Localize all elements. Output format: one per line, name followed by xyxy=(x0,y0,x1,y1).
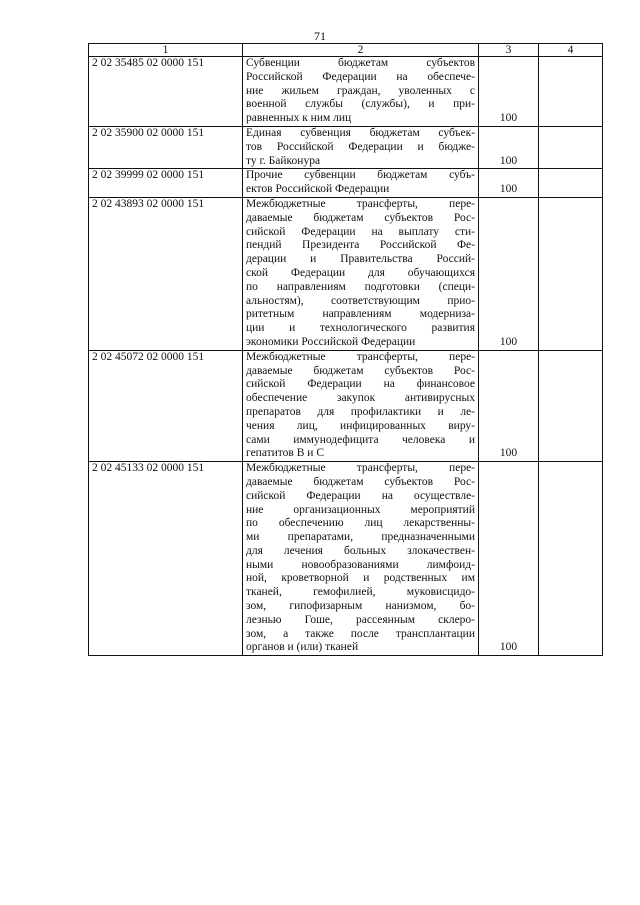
description-line: обеспечение закупок антивирусных xyxy=(246,392,475,405)
table-row xyxy=(89,197,603,350)
description-line: Межбюджетные трансферты, пере- xyxy=(246,350,475,363)
description-line: ции и технологического развития xyxy=(246,322,475,335)
description-line: ными новообразованиями лимфоид- xyxy=(246,558,475,571)
value-cell: 100 xyxy=(479,169,539,198)
description-line: альностям), соответствующим прио- xyxy=(246,294,475,307)
column-4-cell xyxy=(539,126,603,168)
revenue-description-cell xyxy=(243,57,479,127)
description-line: органов и (или) тканей xyxy=(246,641,359,654)
description-line: тканей, гемофилией, муковисцидо- xyxy=(246,586,475,599)
revenue-code-cell: 2 02 45072 02 0000 151 xyxy=(89,350,243,461)
description-line: сийской Федерации на выплату сти- xyxy=(246,225,475,238)
table-row xyxy=(89,126,603,168)
revenue-description-cell xyxy=(243,197,479,350)
description-line: сами иммунодефицита человека и xyxy=(246,433,475,446)
description-line: ние организационных мероприятий xyxy=(246,503,475,516)
revenue-code-cell: 2 02 39999 02 0000 151 xyxy=(89,169,243,198)
description-line: гепатитов В и С xyxy=(246,447,324,460)
description-line: чения лиц, инфицированных виру- xyxy=(246,419,475,432)
description-line: ектов Российской Федерации xyxy=(246,183,390,196)
description-line: Субвенции бюджетам субъектов xyxy=(246,57,475,69)
table-row xyxy=(89,462,603,656)
description-line: ритетным направлениям модерниза- xyxy=(246,308,475,321)
revenue-code-cell: 2 02 45133 02 0000 151 xyxy=(89,462,243,656)
column-4-cell xyxy=(539,57,603,127)
description-line: Российской Федерации на обеспече- xyxy=(246,70,475,83)
revenue-code-cell: 2 02 43893 02 0000 151 xyxy=(89,197,243,350)
description-line: по направлениям подготовки (специ- xyxy=(246,280,475,293)
value-cell: 100 xyxy=(479,462,539,656)
value-cell: 100 xyxy=(479,57,539,127)
description-line: сийской Федерации на финансовое xyxy=(246,378,475,391)
description-line: ми препаратами, предназначенными xyxy=(246,531,475,544)
revenue-description-cell xyxy=(243,126,479,168)
table-row xyxy=(89,169,603,198)
description-line: сийской Федерации на осуществле- xyxy=(246,489,475,502)
description-line: ной, кроветворной и родственных им xyxy=(246,572,475,585)
description-line: по обеспечению лиц лекарственны- xyxy=(246,517,475,530)
revenue-description-cell xyxy=(243,462,479,656)
revenue-description-cell xyxy=(243,169,479,198)
description-line: равненных к ним лиц xyxy=(246,112,352,125)
description-line: препаратов для профилактики и ле- xyxy=(246,405,475,418)
description-line: Единая субвенция бюджетам субъек- xyxy=(246,126,475,139)
description-line: экономики Российской Федерации xyxy=(246,335,416,348)
column-header-4: 4 xyxy=(539,44,603,57)
column-4-cell xyxy=(539,350,603,461)
description-line: зом, гипофизарным нанизмом, бо- xyxy=(246,600,475,613)
description-line: ние жильем граждан, уволенных с xyxy=(246,84,475,97)
description-line: даваемые бюджетам субъектов Рос- xyxy=(246,364,475,377)
table-header-row xyxy=(89,44,603,57)
description-line: даваемые бюджетам субъектов Рос- xyxy=(246,475,475,488)
budget-revenue-table xyxy=(88,43,603,656)
value-cell: 100 xyxy=(479,350,539,461)
revenue-description-cell xyxy=(243,350,479,461)
column-header-1: 1 xyxy=(89,44,243,57)
description-line: пендий Президента Российской Фе- xyxy=(246,239,475,252)
table-row xyxy=(89,350,603,461)
description-line: дерации и Правительства Россий- xyxy=(246,253,475,266)
description-line: Межбюджетные трансферты, пере- xyxy=(246,197,475,210)
revenue-code-cell: 2 02 35900 02 0000 151 xyxy=(89,126,243,168)
description-line: Межбюджетные трансферты, пере- xyxy=(246,462,475,475)
description-line: лезнью Гоше, рассеянным склеро- xyxy=(246,613,475,626)
description-line: военной службы (службы), и при- xyxy=(246,98,475,111)
description-line: даваемые бюджетам субъектов Рос- xyxy=(246,211,475,224)
column-4-cell xyxy=(539,169,603,198)
value-cell: 100 xyxy=(479,126,539,168)
page-number: 71 xyxy=(314,29,326,43)
description-line: тов Российской Федерации и бюдже- xyxy=(246,140,475,153)
column-4-cell xyxy=(539,197,603,350)
description-line: для лечения больных злокачествен- xyxy=(246,544,475,557)
column-4-cell xyxy=(539,462,603,656)
description-line: ской Федерации для обучающихся xyxy=(246,266,475,279)
table-row xyxy=(89,57,603,127)
value-cell: 100 xyxy=(479,197,539,350)
description-line: зом, а также после трансплантации xyxy=(246,627,475,640)
column-header-3: 3 xyxy=(479,44,539,57)
revenue-code-cell: 2 02 35485 02 0000 151 xyxy=(89,57,243,127)
description-line: ту г. Байконура xyxy=(246,154,321,167)
description-line: Прочие субвенции бюджетам субъ- xyxy=(246,169,475,182)
column-header-2: 2 xyxy=(243,44,479,57)
